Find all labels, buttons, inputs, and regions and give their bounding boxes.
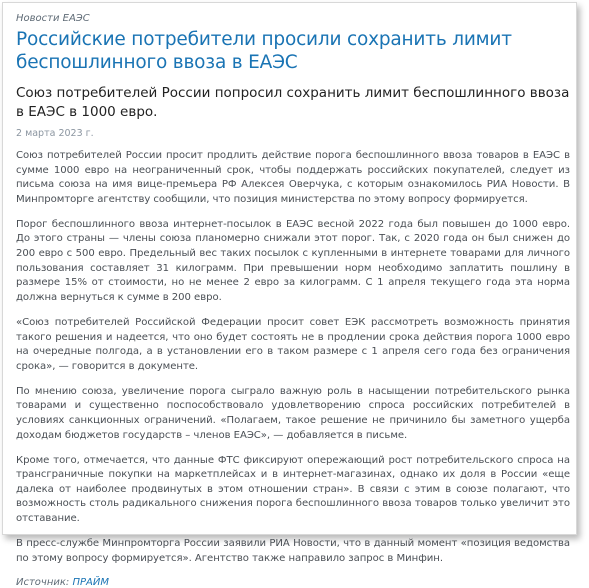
article-paragraph-2: Порог беспошлинного ввоза интернет-посылок в ЕАЭС весной 2022 года был повышен до 1000 евро. До этого страны — члены союза планомерно снижали этот порог. Так, с 2020 года он был снижен до 200 евро с 500 евро. Предельный вес таких посылок с купленными в интернете товарами для личного пользования составляет 31 килограмм. При превышении норм необходимо заплатить пошлину в размере 15% от стоимости, но не менее 2 евро за килограмм. С 1 апреля текущего года эта норма должна вернуться к сумме в 200 евро.: [16, 218, 570, 303]
article-paragraph-1: Союз потребителей России просит продлить действие порога беспошлинного ввоза товаров в ЕАЭС в сумме 1000 евро на неограниченный срок, чтобы поддержать российских покупателей, следует из письма союза на имя вице-премьера РФ Алексея Оверчука, с которым ознакомилось РИА Новости. В Минпромторге агентству сообщили, что позиция министерства по этому вопросу формируется.: [16, 150, 570, 205]
article-lead: Союз потребителей России попросил сохранить лимит беспошлинного ввоза в ЕАЭС в 1000 евро.: [16, 85, 570, 120]
article-body: [16, 149, 570, 566]
article-paragraph-6: В пресс-службе Минпромторга России заявили РИА Новости, что в данный момент «позиция ведомства по этому вопросу формируется». Агентство также направило запрос в Минфин.: [16, 538, 570, 564]
source-label: Источник:: [16, 576, 70, 588]
article-source: [16, 577, 570, 588]
article-date: 2 марта 2023 г.: [16, 128, 94, 139]
source-link[interactable]: ПРАЙМ: [72, 576, 109, 588]
article-paragraph-4: По мнению союза, увеличение порога сыграло важную роль в насыщении потребительского рынка товарами и существенно поспособствовало удовлетворению спроса российских потребителей в условиях санкционных ограничений. «Полагаем, такое решение не причинило бы заметного ущерба доходам бюджетов государств – членов ЕАЭС», — добавляется в письме.: [16, 385, 570, 441]
article-card: [2, 2, 577, 588]
article-title: Российские потребители просили сохранить лимит беспошлинного ввоза в ЕАЭС: [16, 29, 512, 73]
article-paragraph-3: «Союз потребителей Российской Федерации просит совет ЕЭК рассмотреть возможность принятия такого решения и надеется, что оно будет состоять не в продлении срока действия порога 1000 евро на очередные полгода, а в установлении его в таком размере с 1 апреля сего года без ограничения срока», — говорится в документе.: [16, 316, 570, 372]
article-paragraph-5: Кроме того, отмечается, что данные ФТС фиксируют опережающий рост потребительского спроса на трансграничные покупки на маркетплейсах и в интернет-магазинах, однако их доля в России «еще далека от наиболее продвинутых в этом отношении стран». В связи с этим в союзе полагают, что возможность столь радикального снижения порога беспошлинного ввоза товаров только увеличит это отставание.: [16, 454, 570, 525]
article-category[interactable]: Новости ЕАЭС: [16, 13, 90, 24]
